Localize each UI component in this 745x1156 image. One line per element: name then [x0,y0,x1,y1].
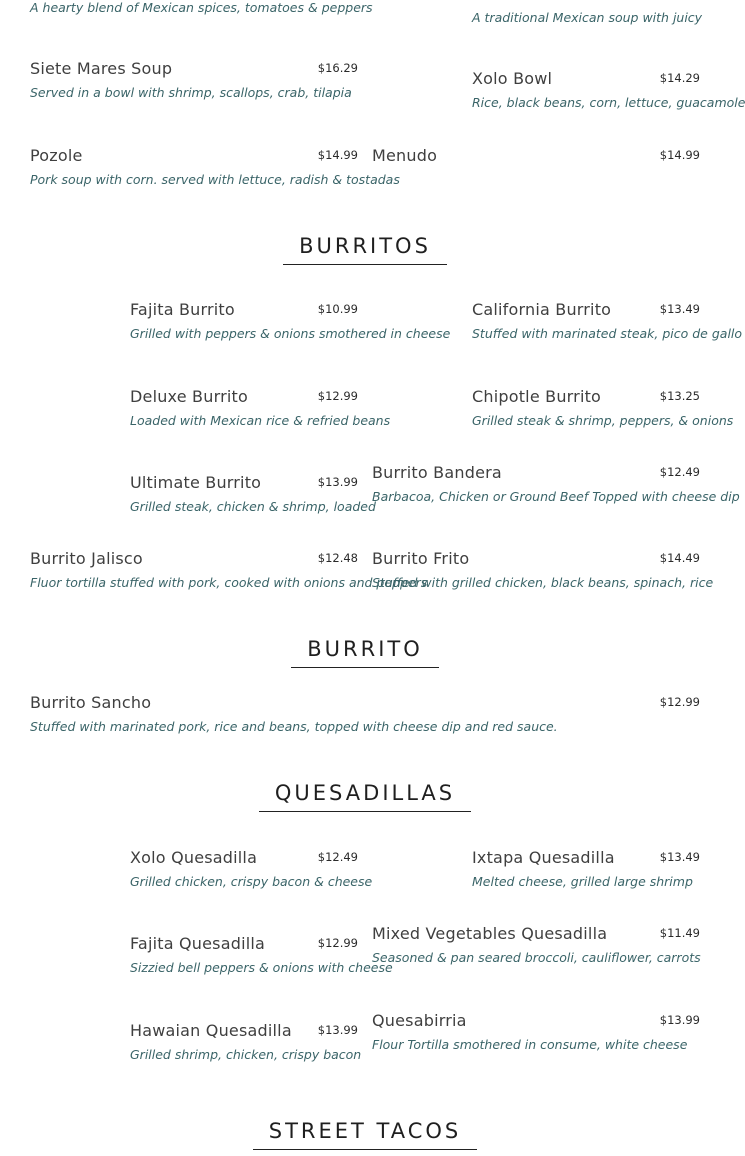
item-description: Grilled steak, chicken & shrimp, loaded [130,499,376,514]
item-description: Stuffed with marinated steak, pico de gallo [472,326,743,341]
item-price: $13.99 [659,1013,700,1027]
item-name: Burrito Frito [372,549,470,568]
item-description: Stuffed with grilled chicken, black beans, spinach, rice [372,575,714,590]
item-price: $12.49 [317,850,358,864]
menu-item-siete-mares-soup[interactable] [30,59,358,107]
item-name: Pozole [30,146,83,165]
menu-item-ultimate-burrito[interactable] [130,473,376,521]
item-description: Loaded with Mexican rice & refried beans [130,413,391,428]
menu-item-hawaian-quesadilla[interactable] [130,1021,362,1069]
item-name: Quesabirria [372,1011,467,1030]
item-price: $13.49 [659,850,700,864]
item-name: Burrito Bandera [372,463,502,482]
item-description: Sizzied bell peppers & onions with cheese [130,960,393,975]
menu-item-fajita-quesadilla[interactable] [130,934,393,982]
item-name: Xolo Quesadilla [130,848,258,867]
item-price: $14.99 [659,148,700,162]
item-name: Mixed Vegetables Quesadilla [372,924,608,943]
item-description: Grilled with peppers & onions smothered in cheese [130,326,451,341]
item-description: A traditional Mexican soup with juicy [472,10,703,25]
section-title: STREET TACOS [253,1119,478,1150]
item-name: Xolo Bowl [472,69,553,88]
item-name: Ultimate Burrito [130,473,262,492]
section-heading-quesadillas [0,781,730,812]
item-name: Menudo [372,146,438,165]
item-description: Seasoned & pan seared broccoli, cauliflower, carrots [372,950,701,965]
item-price: $13.99 [317,1023,358,1037]
item-name: Burrito Sancho [30,693,152,712]
section-title: BURRITOS [283,234,447,265]
item-name: Deluxe Burrito [130,387,248,406]
item-name: California Burrito [472,300,612,319]
item-price: $14.49 [659,551,700,565]
section-title: QUESADILLAS [259,781,471,812]
item-name: Fajita Burrito [130,300,235,319]
item-price: $13.99 [317,475,358,489]
item-description: Pork soup with corn. served with lettuce, radish & tostadas [30,172,400,187]
item-description: Rice, black beans, corn, lettuce, guacamole [472,95,745,110]
item-description: Grilled shrimp, chicken, crispy bacon [130,1047,362,1062]
item-price: $10.99 [317,302,358,316]
item-price: $13.25 [659,389,700,403]
menu-item-top-right-partial [472,0,703,28]
menu-item-deluxe-burrito[interactable] [130,387,391,435]
menu-item-mixed-vegetables-quesadilla[interactable] [372,924,700,972]
menu-item-california-burrito[interactable] [472,300,743,348]
menu-item-ixtapa-quesadilla[interactable] [472,848,700,896]
menu-item-burrito-bandera[interactable] [372,463,740,511]
menu-item-burrito-sancho[interactable] [30,693,700,741]
item-description: A hearty blend of Mexican spices, tomatoes & peppers [30,0,373,15]
item-price: $14.99 [317,148,358,162]
menu-item-top-left-partial [30,0,373,18]
menu-item-xolo-quesadilla[interactable] [130,848,373,896]
item-description: Grilled chicken, crispy bacon & cheese [130,874,373,889]
item-name: Ixtapa Quesadilla [472,848,615,867]
item-description: Stuffed with marinated pork, rice and beans, topped with cheese dip and red sauce. [30,719,558,734]
item-description: Grilled steak & shrimp, peppers, & onions [472,413,734,428]
menu-item-fajita-burrito[interactable] [130,300,451,348]
item-price: $12.99 [317,936,358,950]
section-heading-burritos [0,234,730,265]
menu-item-xolo-bowl[interactable] [472,69,745,117]
item-description: Fluor tortilla stuffed with pork, cooked with onions and peppers [30,575,428,590]
menu-item-menudo[interactable] [372,146,700,194]
menu-item-chipotle-burrito[interactable] [472,387,734,435]
item-price: $13.49 [659,302,700,316]
item-name: Chipotle Burrito [472,387,602,406]
item-description: Melted cheese, grilled large shrimp [472,874,693,889]
item-price: $11.49 [659,926,700,940]
item-price: $12.99 [659,695,700,709]
item-name: Burrito Jalisco [30,549,143,568]
menu-item-pozole[interactable] [30,146,400,194]
item-description: Flour Tortilla smothered in consume, white cheese [372,1037,688,1052]
item-description: Barbacoa, Chicken or Ground Beef Topped with cheese dip [372,489,740,504]
item-price: $12.48 [317,551,358,565]
item-price: $16.29 [317,61,358,75]
item-name: Siete Mares Soup [30,59,173,78]
section-heading-street-tacos [0,1119,730,1150]
item-price: $12.49 [659,465,700,479]
menu-item-quesabirria[interactable] [372,1011,700,1059]
item-name: Fajita Quesadilla [130,934,266,953]
menu-item-burrito-frito[interactable] [372,549,714,597]
item-name: Hawaian Quesadilla [130,1021,292,1040]
section-title: BURRITO [291,637,439,668]
section-heading-burrito [0,637,730,668]
item-price: $14.29 [659,71,700,85]
item-price: $12.99 [317,389,358,403]
item-description: Served in a bowl with shrimp, scallops, crab, tilapia [30,85,352,100]
